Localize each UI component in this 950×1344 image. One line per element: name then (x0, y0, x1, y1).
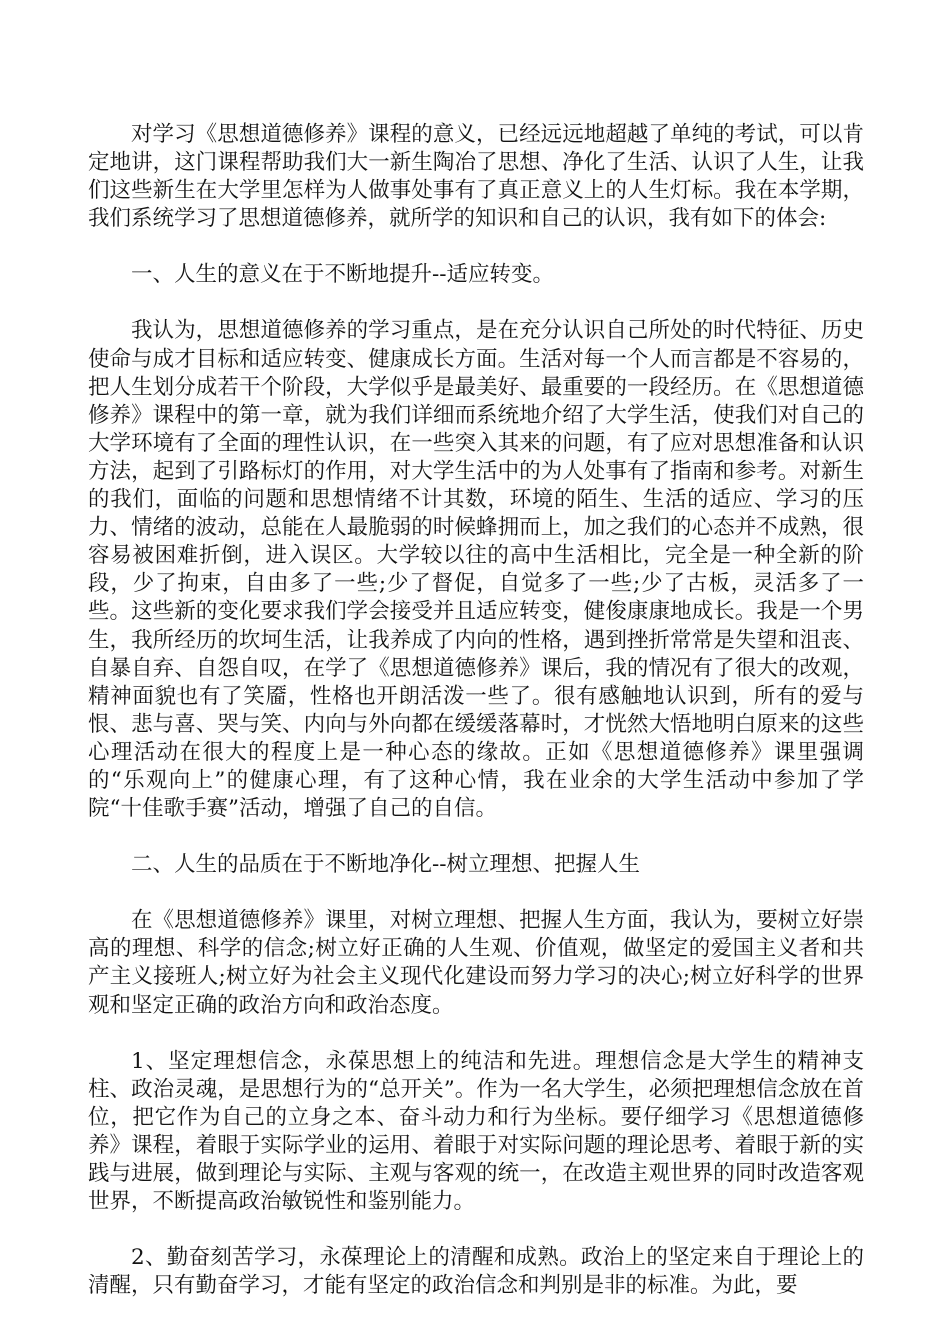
paragraph-intro: 对学习《思想道德修养》课程的意义，已经远远地超越了单纯的考试，可以肯定地讲，这门课程帮助我们大一新生陶冶了思想、净化了生活、认识了人生，让我们这些新生在大学里怎样为人做事处事有了真正意义上的人生灯标。我在本学期，我们系统学习了思想道德修养，就所学的知识和自己的认识，我有如下的体会: (88, 122, 864, 232)
paragraph-gap (88, 233, 864, 261)
paragraph-point-1: 1、坚定理想信念，永葆思想上的纯洁和先进。理想信念是大学生的精神支柱、政治灵魂，是思想行为的“总开关”。作为一名大学生，必须把理想信念放在首位，把它作为自己的立身之本、奋斗动力和行为坐标。要仔细学习《思想道德修养》课程，着眼于实际学业的运用、着眼于对实际问题的理论思考、着眼于新的实践与进展，做到理论与实际、主观与客观的统一，在改造主观世界的同时改造客观世界，不断提高政治敏锐性和鉴别能力。 (88, 1048, 864, 1215)
document-body (88, 121, 864, 1300)
section-heading-2: 二、人生的品质在于不断地净化--树立理想、把握人生 (131, 852, 641, 878)
paragraph-point-2: 2、勤奋刻苦学习，永葆理论上的清醒和成熟。政治上的坚定来自于理论上的清醒，只有勤奋学习，才能有坚定的政治信念和判别是非的标准。为此，要 (88, 1245, 864, 1299)
paragraph-gap (88, 1020, 864, 1048)
section-heading-1: 一、人生的意义在于不断地提升--适应转变。 (131, 262, 555, 288)
paragraph-gap (88, 289, 864, 317)
paragraph-section-1: 我认为，思想道德修养的学习重点，是在充分认识自己所处的时代特征、历史使命与成才目标和适应转变、健康成长方面。生活对每一个人而言都是不容易的，把人生划分成若干个阶段，大学似乎是最美好、最重要的一段经历。在《思想道德修养》课程中的第一章，就为我们详细而系统地介绍了大学生活，使我们对自己的大学环境有了全面的理性认识，在一些突入其来的问题，有了应对思想准备和认识方法，起到了引路标灯的作用，对大学生活中的为人处事有了指南和参考。对新生的我们，面临的问题和思想情绪不计其数，环境的陌生、生活的适应、学习的压力、情绪的波动，总能在人最脆弱的时候蜂拥而上，加之我们的心态并不成熟，很容易被困难折倒，进入误区。大学较以往的高中生活相比，完全是一种全新的阶段，少了拘束，自由多了一些;少了督促，自觉多了一些;少了古板，灵活多了一些。这些新的变化要求我们学会接受并且适应转变，健俊康康地成长。我是一个男生，我所经历的坎坷生活，让我养成了内向的性格，遇到挫折常常是失望和沮丧、自暴自弃、自怨自叹，在学了《思想道德修养》课后，我的情况有了很大的改观，精神面貌也有了笑靥，性格也开朗活泼一些了。很有感触地认识到，所有的爱与恨、悲与喜、哭与笑、内向与外向都在缓缓落幕时，才恍然大悟地明白原来的这些心理活动在很大的程度上是一种心态的缘故。正如《思想道德修养》课里强调的“乐观向上”的健康心理，有了这种心情，我在业余的大学生活动中参加了学院“十佳歌手赛”活动，增强了自己的自信。 (88, 318, 864, 822)
paragraph-gap (88, 879, 864, 907)
paragraph-section-2: 在《思想道德修养》课里，对树立理想、把握人生方面，我认为，要树立好崇高的理想、科学的信念;树立好正确的人生观、价值观，做坚定的爱国主义者和共产主义接班人;树立好为社会主义现代化建设而努力学习的决心;树立好科学的世界观和坚定正确的政治方向和政治态度。 (88, 908, 864, 1018)
paragraph-gap (88, 1216, 864, 1244)
paragraph-gap (88, 823, 864, 851)
